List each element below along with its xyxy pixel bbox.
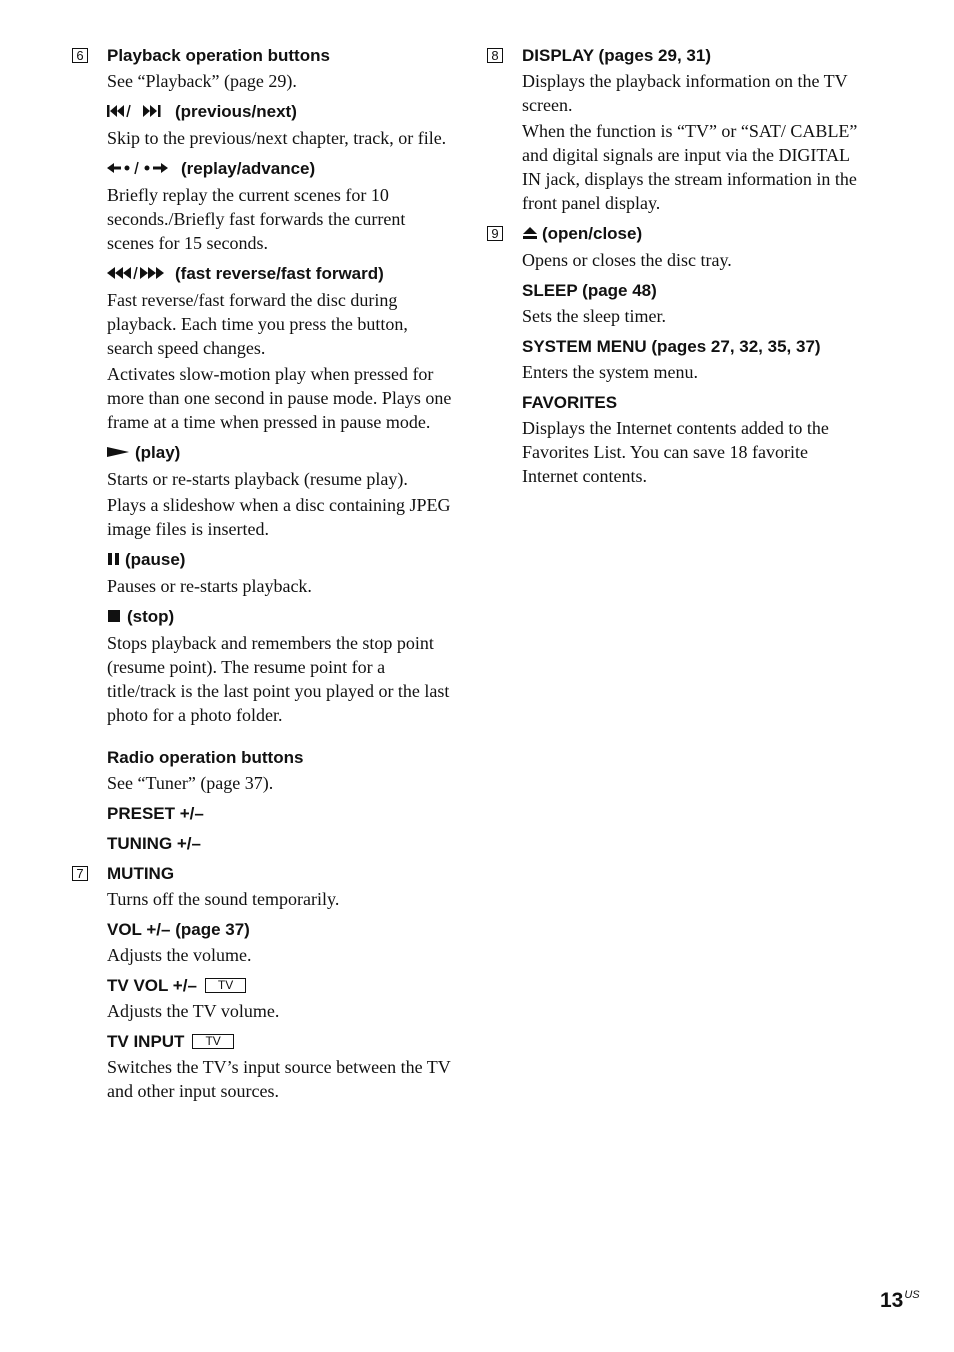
tv-vol-desc: Adjusts the TV volume. <box>107 1001 280 1021</box>
section-7 <box>72 863 452 1103</box>
system-menu-heading: SYSTEM MENU (pages 27, 32, 35, 37) <box>522 337 821 356</box>
section-8 <box>487 45 867 215</box>
tv-input-heading <box>107 1031 452 1053</box>
replay-advance-heading <box>107 158 452 181</box>
tv-input-badge: TV <box>192 1034 233 1049</box>
open-close-heading <box>522 223 867 246</box>
page-number <box>880 1283 920 1313</box>
vol-heading: VOL +/– (page 37) <box>107 920 250 939</box>
tv-vol-heading <box>107 975 452 997</box>
tuning-heading: TUNING +/– <box>107 834 201 853</box>
previous-next-icon <box>107 102 141 124</box>
play-heading <box>107 442 452 465</box>
radio-buttons-heading: Radio operation buttons <box>107 748 304 767</box>
play-desc-2: Plays a slideshow when a disc containing JPEG image files is inserted. <box>107 495 451 539</box>
page-number-suffix: US <box>904 1289 920 1301</box>
preset-heading: PRESET +/– <box>107 804 204 823</box>
section-number-9: 9 <box>487 226 503 241</box>
radio-intro: See “Tuner” (page 37). <box>107 773 274 793</box>
fast-reverse-forward-label: (fast reverse/fast forward) <box>175 264 384 283</box>
pause-icon <box>107 550 123 572</box>
muting-desc: Turns off the sound temporarily. <box>107 889 340 909</box>
previous-next-label: (previous/next) <box>175 102 297 121</box>
page-number-value: 13 <box>880 1289 904 1312</box>
section-number-7: 7 <box>72 866 88 881</box>
open-close-desc: Opens or closes the disc tray. <box>522 250 732 270</box>
system-menu-desc: Enters the system menu. <box>522 362 698 382</box>
right-column <box>487 45 867 490</box>
playback-buttons-heading: Playback operation buttons <box>107 46 330 65</box>
replay-advance-icon <box>107 159 179 181</box>
tv-input-label: TV INPUT <box>107 1032 185 1051</box>
pause-heading <box>107 549 452 572</box>
fast-reverse-forward-desc-1: Fast reverse/fast forward the disc during playback. Each time you press the button, search speed changes. <box>107 290 408 358</box>
tv-input-desc: Switches the TV’s input source between the TV and other input sources. <box>107 1057 451 1101</box>
pause-desc: Pauses or re-starts playback. <box>107 576 312 596</box>
stop-icon <box>107 607 125 629</box>
section-9 <box>487 223 867 488</box>
replay-advance-label: (replay/advance) <box>181 159 316 178</box>
tv-vol-label: TV VOL +/– <box>107 976 197 995</box>
play-desc-1: Starts or re-starts playback (resume play). <box>107 469 408 489</box>
eject-icon <box>522 224 540 246</box>
stop-desc: Stops playback and remembers the stop point (resume point). The resume point for a title/track is the last point you played or the last photo for a photo folder. <box>107 633 450 725</box>
section-number-8: 8 <box>487 48 503 63</box>
fast-reverse-forward-icon <box>107 264 173 286</box>
fast-reverse-forward-desc-2: Activates slow-motion play when pressed for more than one second in pause mode. Plays one frame at a time when pressed in pause mode. <box>107 364 452 432</box>
previous-next-heading <box>107 101 452 124</box>
open-close-label: (open/close) <box>542 224 643 243</box>
replay-advance-desc: Briefly replay the current scenes for 10 seconds./Briefly fast forwards the current scenes for 15 seconds. <box>107 185 406 253</box>
stop-heading <box>107 606 452 629</box>
favorites-heading: FAVORITES <box>522 393 618 412</box>
sleep-desc: Sets the sleep timer. <box>522 306 666 326</box>
previous-next-desc: Skip to the previous/next chapter, track, or file. <box>107 128 447 148</box>
section-6 <box>72 45 452 727</box>
play-label: (play) <box>135 443 181 462</box>
sleep-heading: SLEEP (page 48) <box>522 281 657 300</box>
section-number-6: 6 <box>72 48 88 63</box>
vol-desc: Adjusts the volume. <box>107 945 252 965</box>
display-desc-2: When the function is “TV” or “SAT/ CABLE” and digital signals are input via the DIGITAL IN jack, displays the stream information in the front panel display. <box>522 121 858 213</box>
tv-vol-badge: TV <box>205 978 246 993</box>
left-column <box>72 45 452 1105</box>
play-icon <box>107 443 133 465</box>
display-desc-1: Displays the playback information on the TV screen. <box>522 71 848 115</box>
display-heading: DISPLAY (pages 29, 31) <box>522 46 711 65</box>
stop-label: (stop) <box>127 607 175 626</box>
next-icon <box>143 102 173 124</box>
fast-reverse-forward-heading <box>107 263 452 286</box>
favorites-desc: Displays the Internet contents added to the Favorites List. You can save 18 favorite Internet contents. <box>522 418 829 486</box>
muting-heading: MUTING <box>107 864 175 883</box>
radio-section <box>107 747 452 855</box>
playback-intro: See “Playback” (page 29). <box>107 71 297 91</box>
pause-label: (pause) <box>125 550 186 569</box>
